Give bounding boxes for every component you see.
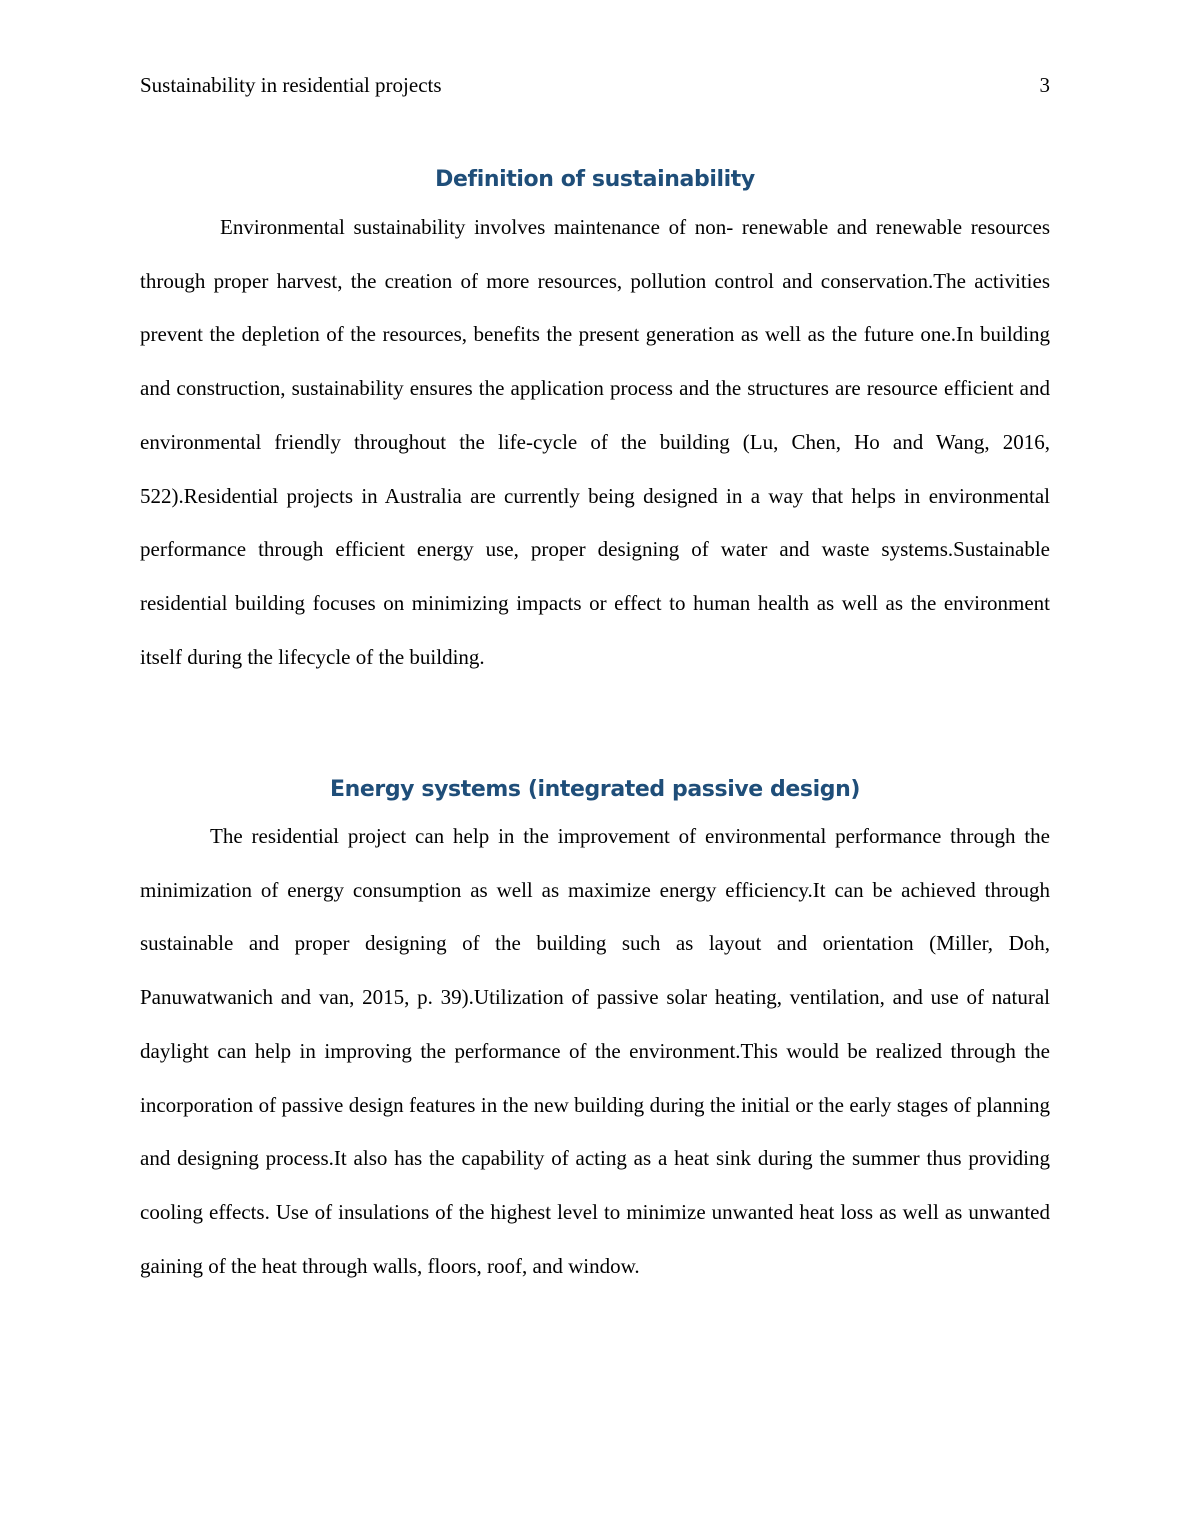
running-title: Sustainability in residential projects bbox=[140, 73, 442, 97]
section-heading-definition: Definition of sustainability bbox=[435, 167, 755, 192]
section-heading-energy-systems: Energy systems (integrated passive design) bbox=[329, 777, 861, 802]
paragraph-energy-systems: The residential project can help in the improvement of environmental performance through the minimization of energy consumption as well as maximize energy efficiency.It can be achieved through sustainable and proper designing of the building such as layout and orientation (Miller, Doh, Panuwatwanich and van, 2015, p. 39).Utilization of passive solar heating, ventilation, and use of natural daylight can help in improving the performance of the environment.This would be realized through the incorporation of passive design features in the new building during the initial or the early stages of planning and designing process.It also has the capability of acting as a heat sink during the summer thus providing cooling effects. Use of insulations of the highest level to minimize unwanted heat loss as well as unwanted gaining of the heat through walls, floors, roof, and window. bbox=[140, 824, 1050, 1278]
running-header bbox=[140, 70, 1050, 100]
paragraph-definition: Environmental sustainability involves maintenance of non- renewable and renewable resources through proper harvest, the creation of more resources, pollution control and conservation.The activities prevent the depletion of the resources, benefits the present generation as well as the future one.In building and construction, sustainability ensures the application process and the structures are resource efficient and environmental friendly throughout the life-cycle of the building (Lu, Chen, Ho and Wang, 2016, 522).Residential projects in Australia are currently being designed in a way that helps in environmental performance through efficient energy use, proper designing of water and waste systems.Sustainable residential building focuses on minimizing impacts or effect to human health as well as the environment itself during the lifecycle of the building. bbox=[140, 215, 1050, 669]
page-number: 3 bbox=[1039, 73, 1050, 97]
